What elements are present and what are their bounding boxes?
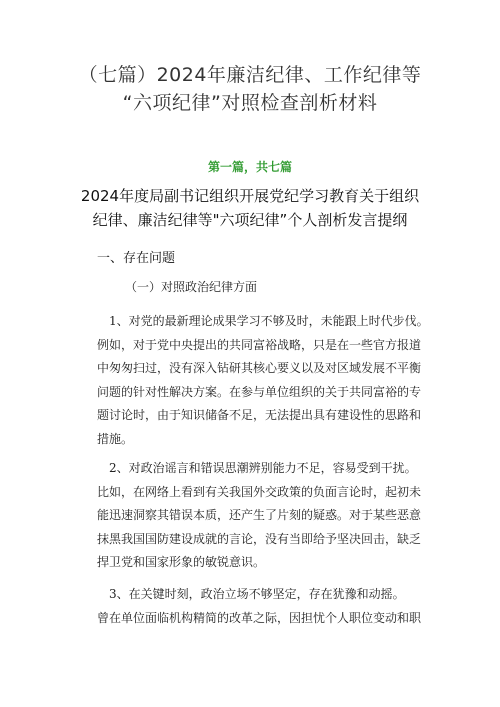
paragraph-line: 中匆匆扫过，没有深入钻研其核心要义以及对区域发展不平衡: [97, 361, 422, 375]
paragraph-line: 3、在关键时刻，政治立场不够坚定，存在犹豫和动摇。: [109, 587, 405, 601]
document-title-line-2: “六项纪律”对照检查剖析材料: [122, 92, 378, 114]
paragraph-line: 例如，对于党中央提出的共同富裕战略，只是在一些官方报道: [97, 337, 422, 352]
sub-heading-political-discipline: （一）对照政治纪律方面: [125, 280, 258, 294]
paragraph-line: 题讨论时，由于知识储备不足，无法提出具有建设性的思路和: [97, 408, 422, 422]
paragraph-line: 1、对党的最新理论成果学习不够及时，未能跟上时代步伐。: [109, 314, 429, 328]
document-title-line-1: （七篇）2024年廉洁纪律、工作纪律等: [78, 64, 422, 86]
speech-title-line-2: 纪律、廉洁纪律等"六项纪律”个人剖析发言提纲: [92, 211, 408, 229]
paragraph-3: [97, 583, 437, 630]
paragraph-2: [97, 457, 437, 575]
paragraph-line: 2、对政治谣言和错误思潮辨别能力不足，容易受到干扰。: [109, 461, 417, 475]
paragraph-line: 比如，在网络上看到有关我国外交政策的负面言论时，起初未: [97, 484, 422, 499]
paragraph-line: 抹黑我国国防建设成就的言论，没有当即给予坚决回击，缺乏: [97, 531, 422, 546]
section-heading-problems: 一、存在问题: [97, 251, 176, 266]
paragraph-line: 措施。: [97, 431, 134, 446]
paragraph-line: 问题的针对性解决方案。在参与单位组织的关于共同富裕的专: [97, 384, 422, 399]
paragraph-line: 曾在单位面临机构精简的改革之际，因担忧个人职位变动和职: [97, 610, 422, 625]
part-indicator: 第一篇，共七篇: [207, 160, 292, 174]
speech-title-line-1: 2024年度局副书记组织开展党纪学习教育关于组织: [80, 187, 420, 205]
paragraph-line: 能迅速洞察其错误本质，还产生了片刻的疑惑。对于某些恶意: [97, 508, 422, 522]
paragraph-1: [97, 310, 437, 451]
paragraph-line: 捍卫党和国家形象的敏锐意识。: [97, 555, 266, 569]
